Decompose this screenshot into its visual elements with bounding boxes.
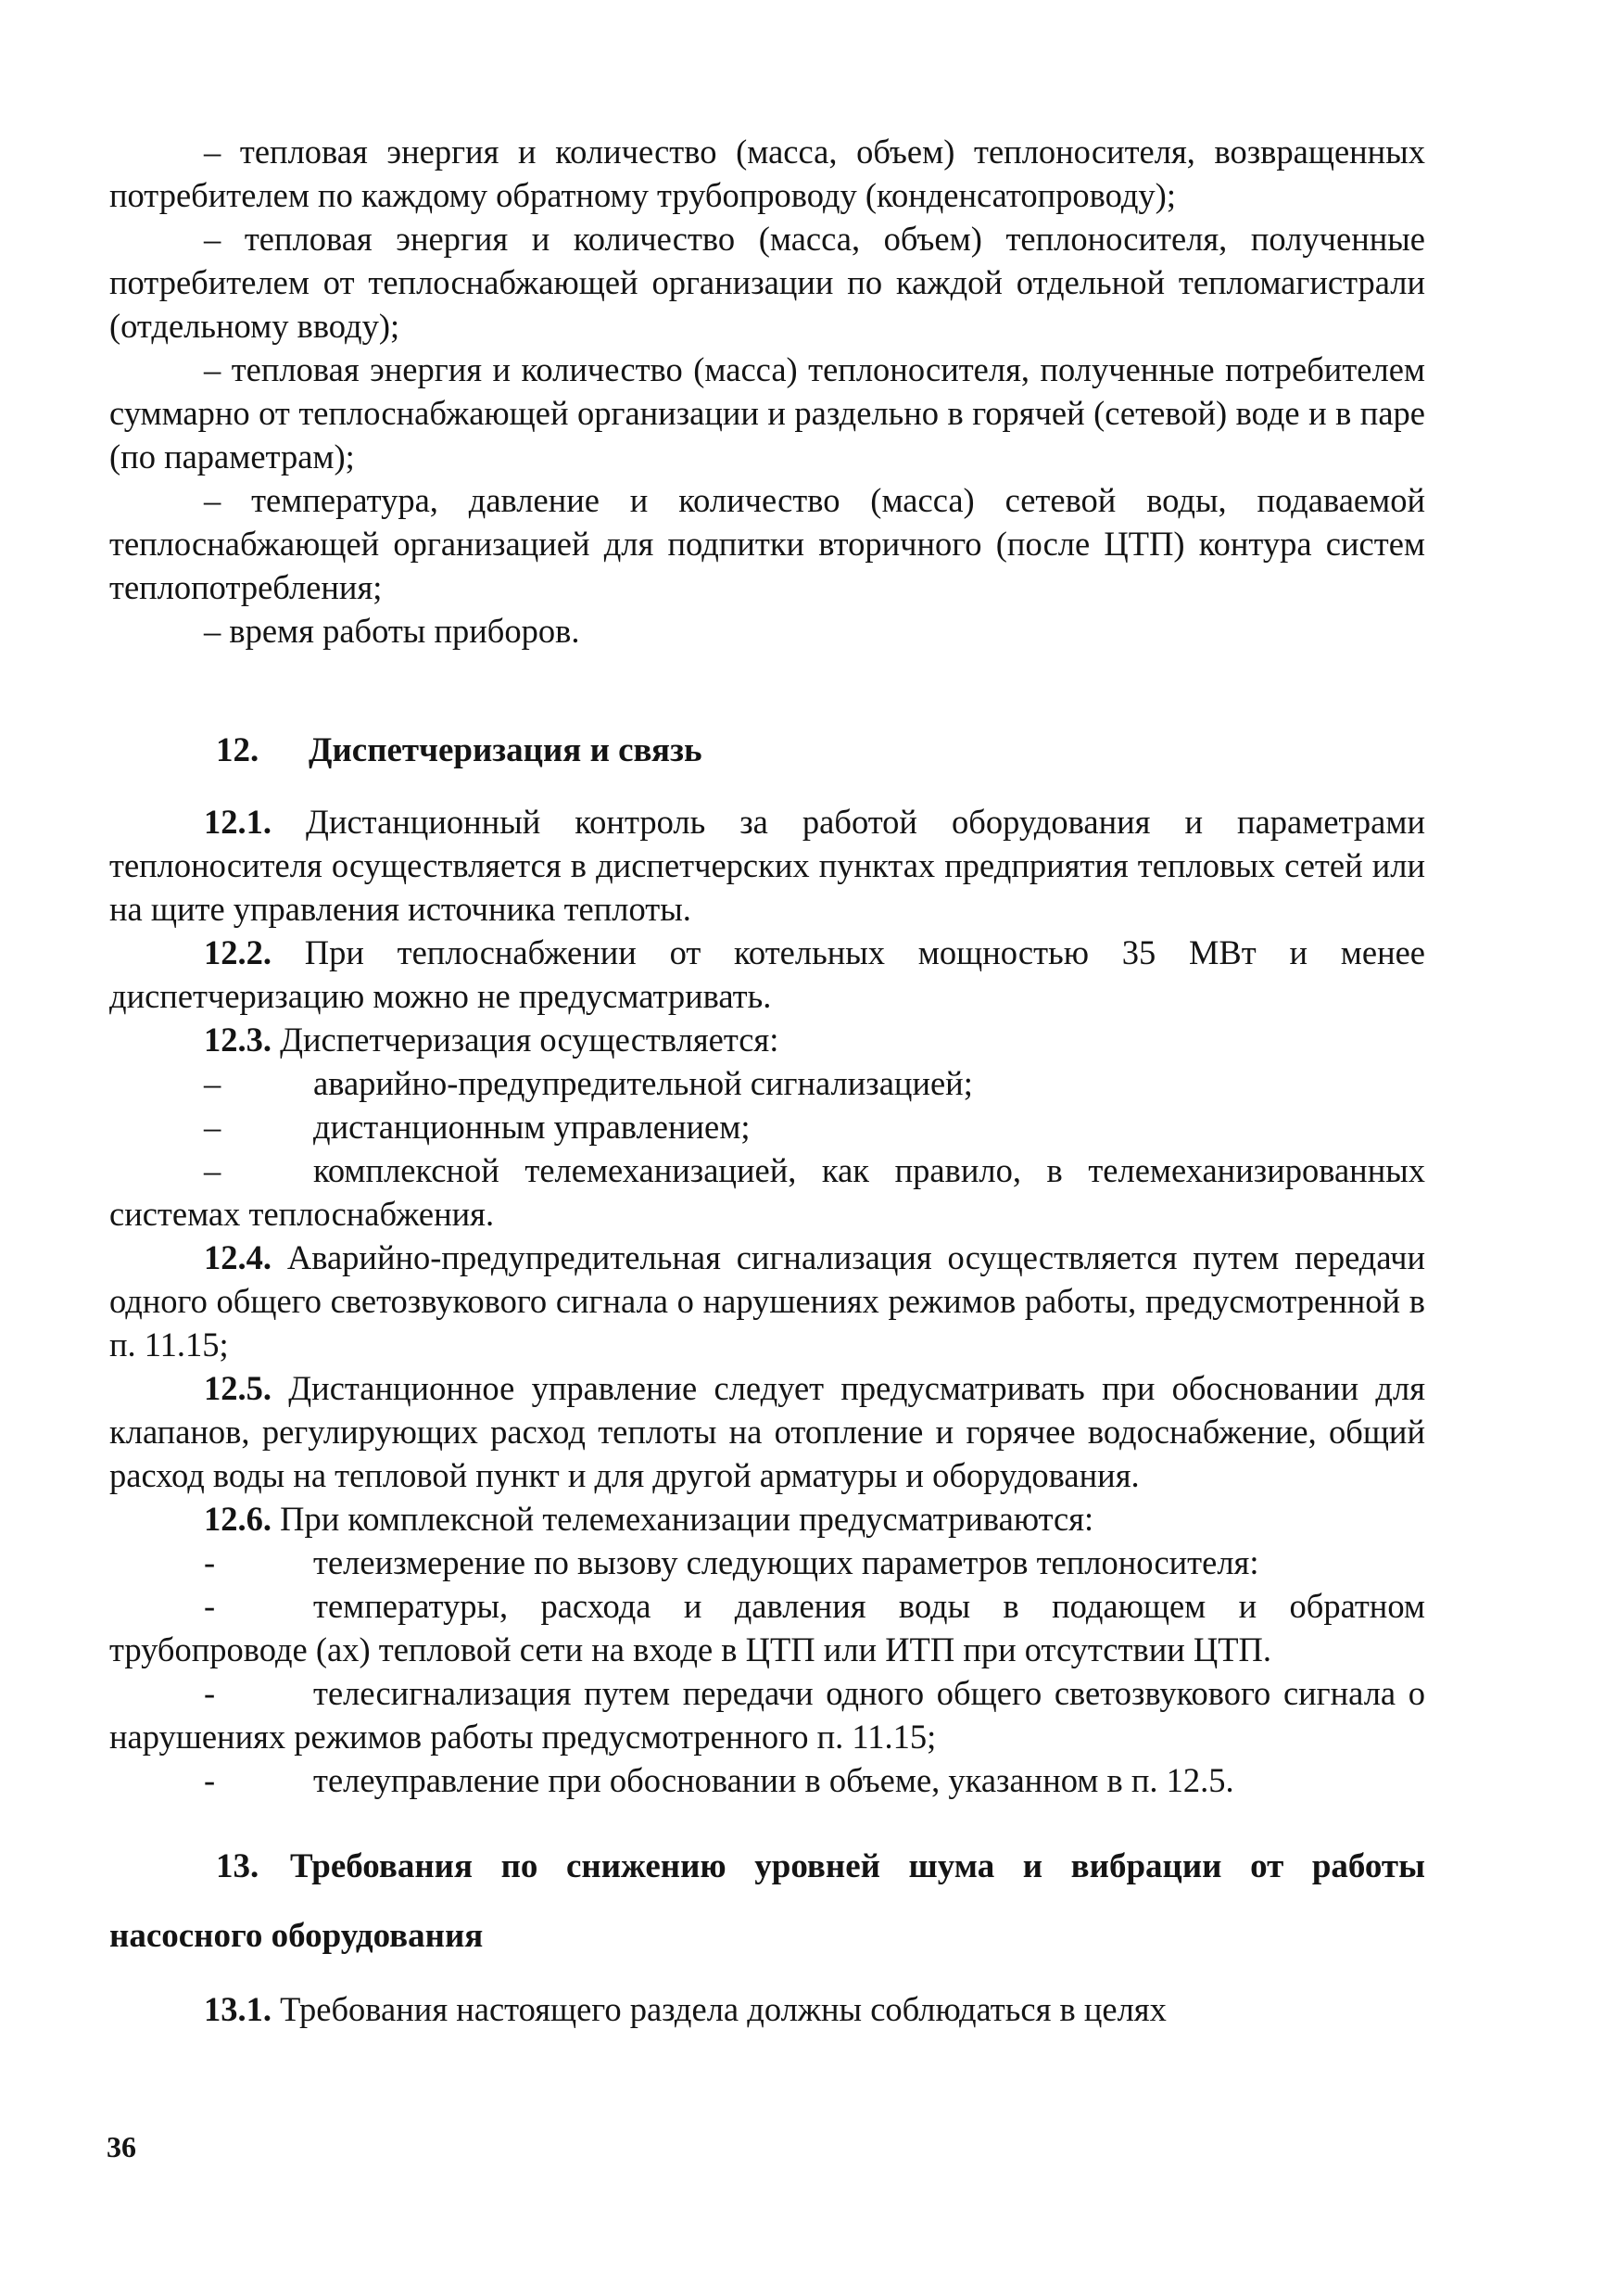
paragraph-12-6 — [109, 1497, 1425, 1541]
list-text: температуры, расхода и давления воды в подающем и обратном трубопроводе (ах) тепловой сети на входе в ЦТП или ИТП при отсутствии ЦТП. — [109, 1587, 1425, 1668]
clause-text: Диспетчеризация осуществляется: — [280, 1021, 779, 1059]
section-13-heading — [109, 1832, 1425, 1971]
section-12-heading — [109, 729, 1425, 772]
list-item — [109, 1541, 1425, 1584]
intro-item: – тепловая энергия и количество (масса) теплоносителя, полученные потребителем суммарно от теплоснабжающей организации и раздельно в горячей (сетевой) воде и в паре (по параметрам); — [109, 350, 1425, 476]
list-item — [109, 1758, 1425, 1802]
list-dash: – — [204, 1151, 221, 1189]
clause-number: 12.1. — [204, 803, 272, 841]
paragraph-12-3 — [109, 1018, 1425, 1061]
clause-number: 12.6. — [204, 1500, 272, 1538]
list-dash: - — [204, 1674, 216, 1712]
list-dash: – — [204, 1108, 221, 1146]
list-text: телеуправление при обосновании в объеме, указанном в п. 12.5. — [313, 1761, 1234, 1799]
list-text: комплексной телемеханизацией, как правило, в телемеханизированных системах теплоснабжения. — [109, 1151, 1425, 1233]
list-item — [109, 1061, 1425, 1105]
list-item — [109, 1105, 1425, 1148]
intro-item: – температура, давление и количество (масса) сетевой воды, подаваемой теплоснабжающей организацией для подпитки вторичного (после ЦТП) контура систем теплопотребления; — [109, 481, 1425, 606]
clause-number: 12.5. — [204, 1369, 272, 1407]
section-number: 13. — [216, 1847, 259, 1885]
paragraph-12-1 — [109, 800, 1425, 931]
intro-item: – время работы приборов. — [204, 612, 580, 650]
clause-text: Требования настоящего раздела должны соблюдаться в целях — [280, 1990, 1167, 2028]
clause-text: Аварийно-предупредительная сигнализация осуществляется путем передачи одного общего светозвукового сигнала о нарушениях режимов работы, предусмотренной в п. 11.15; — [109, 1238, 1425, 1364]
clause-number: 12.4. — [204, 1238, 272, 1276]
list-dash: – — [204, 1064, 221, 1102]
section-title: Диспетчеризация и связь — [309, 731, 702, 769]
list-dash: - — [204, 1587, 216, 1625]
list-item — [109, 1671, 1425, 1758]
paragraph-12-5 — [109, 1366, 1425, 1497]
clause-text: Дистанционный контроль за работой оборудования и параметрами теплоносителя осуществляется в диспетчерских пунктах предприятия тепловых сетей или на щите управления источника теплоты. — [109, 803, 1426, 928]
clause-text: При теплоснабжении от котельных мощностью 35 МВт и менее диспетчеризацию можно не предусматривать. — [109, 933, 1425, 1015]
clause-text: При комплексной телемеханизации предусматриваются: — [280, 1500, 1094, 1538]
list-text: дистанционным управлением; — [313, 1108, 751, 1146]
list-dash: - — [204, 1761, 216, 1799]
list-dash: - — [204, 1543, 216, 1581]
list-item — [109, 1584, 1425, 1671]
page-number: 36 — [107, 2130, 136, 2163]
section-number: 12. — [216, 731, 259, 769]
list-item — [109, 1148, 1425, 1236]
paragraph-12-4 — [109, 1236, 1425, 1366]
clause-number: 12.2. — [204, 933, 272, 971]
paragraph-12-2 — [109, 931, 1425, 1018]
intro-item: – тепловая энергия и количество (масса, объем) теплоносителя, полученные потребителем от теплоснабжающей организации по каждой отдельной тепломагистрали (отдельному вводу); — [109, 220, 1425, 345]
clause-number: 13.1. — [204, 1990, 272, 2028]
list-text: телеизмерение по вызову следующих параметров теплоносителя: — [313, 1543, 1259, 1581]
intro-item: – тепловая энергия и количество (масса, объем) теплоносителя, возвращенных потребителем по каждому обратному трубопроводу (конденсатопроводу); — [109, 133, 1425, 214]
list-text: аварийно-предупредительной сигнализацией; — [313, 1064, 973, 1102]
section-title: Требования по снижению уровней шума и вибрации от работы насосного оборудования — [109, 1847, 1425, 1955]
paragraph-13-1 — [109, 1987, 1425, 2031]
list-text: телесигнализация путем передачи одного общего светозвукового сигнала о нарушениях режимов работы предусмотренного п. 11.15; — [109, 1674, 1425, 1756]
clause-number: 12.3. — [204, 1021, 272, 1059]
document-page — [109, 130, 1425, 2031]
clause-text: Дистанционное управление следует предусматривать при обосновании для клапанов, регулирующих расход теплоты на отопление и горячее водоснабжение, общий расход воды на тепловой пункт и для другой арматуры и оборудования. — [109, 1369, 1425, 1494]
